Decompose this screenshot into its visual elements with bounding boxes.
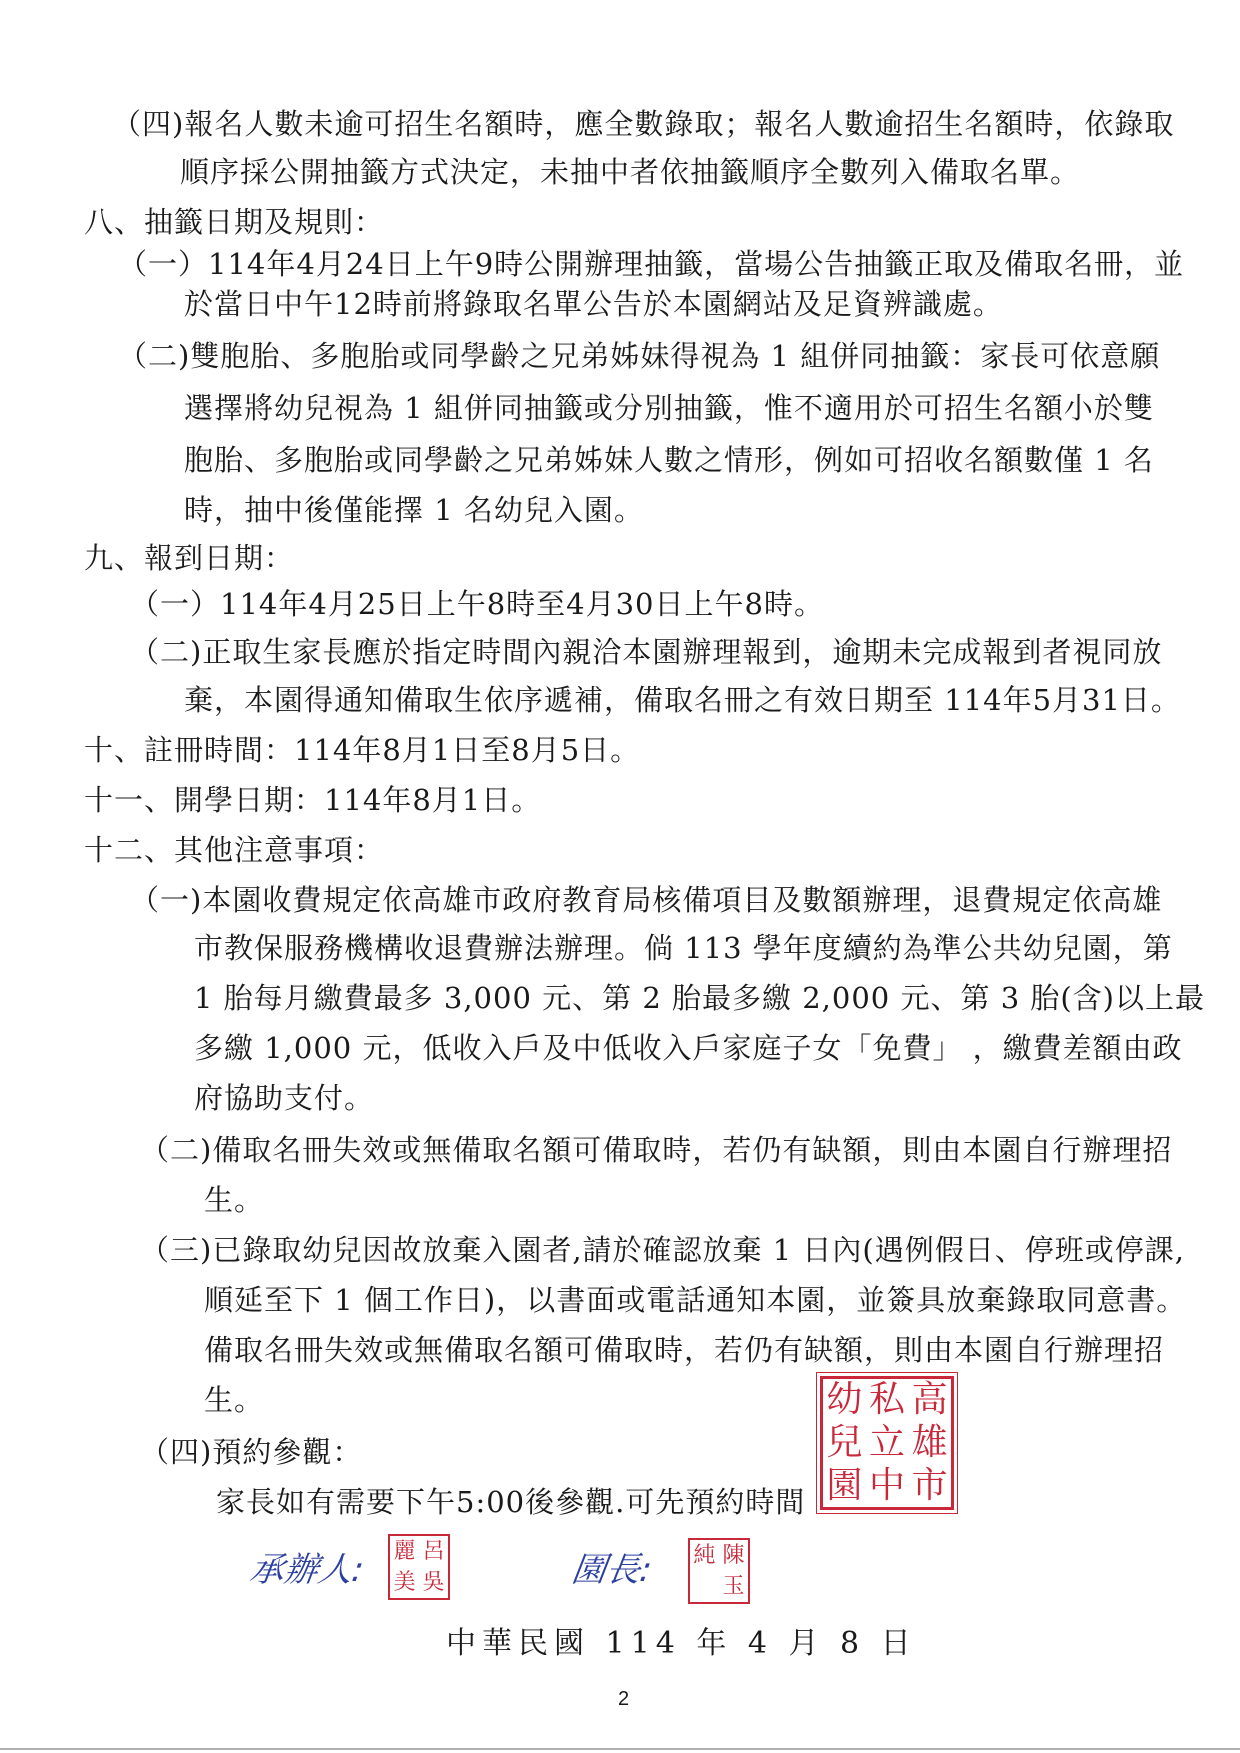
section-12-item-2-line-2: 生。 xyxy=(204,1183,265,1217)
section-12-item-3-line-4: 生。 xyxy=(204,1383,265,1417)
director-signature: 園長: xyxy=(569,1550,655,1590)
section-12-item-1-line-4: 多繳 1,000 元，低收入戶及中低收入戶家庭子女「免費」 ，繳費差額由政 xyxy=(194,1031,1183,1065)
section-12-item-2-line-1: （二)備取名冊失效或無備取名額可備取時，若仍有缺額，則由本園自行辦理招 xyxy=(140,1133,1173,1167)
school-seal: 高 雄 市 私 立 中 幼 兒 園 xyxy=(820,1376,954,1510)
director-seal: 陳 玉 純 xyxy=(688,1538,750,1604)
item-4-line-2: 順序採公開抽籤方式決定，未抽中者依抽籤順序全數列入備取名單。 xyxy=(180,155,1081,189)
section-12-item-1-line-5: 府協助支付。 xyxy=(194,1081,375,1115)
section-8-item-2-line-2: 選擇將幼兒視為 1 組併同抽籤或分別抽籤，惟不適用於可招生名額小於雙 xyxy=(184,391,1154,425)
section-9-item-1: （一）114年4月25日上午8時至4月30日上午8時。 xyxy=(130,587,824,621)
section-11: 十一、開學日期：114年8月1日。 xyxy=(84,783,542,817)
section-9-item-2-line-2: 棄，本園得通知備取生依序遞補，備取名冊之有效日期至 114年5月31日。 xyxy=(184,683,1181,717)
section-12-item-1-line-1: （一)本園收費規定依高雄市政府教育局核備項目及數額辦理，退費規定依高雄 xyxy=(130,883,1163,917)
section-12-item-4-text: 家長如有需要下午5:00後參觀.可先預約時間 xyxy=(216,1485,806,1519)
section-9-heading: 九、報到日期： xyxy=(84,541,295,575)
section-8-item-1-line-2: 於當日中午12時前將錄取名單公告於本園網站及足資辨識處。 xyxy=(184,287,1003,321)
organizer-seal: 呂 吳 麗 美 xyxy=(388,1534,450,1600)
section-8-item-2-line-3: 胞胎、多胞胎或同學齡之兄弟姊妹人數之情形，例如可招收名額數僅 1 名 xyxy=(184,443,1154,477)
document-date: 中華民國 114 年 4 月 8 日 xyxy=(446,1626,917,1661)
section-8-item-2-line-4: 時，抽中後僅能擇 1 名幼兒入園。 xyxy=(184,493,644,527)
page-number: 2 xyxy=(618,1688,630,1710)
section-12-item-4-heading: （四)預約參觀： xyxy=(140,1435,363,1469)
organizer-signature: 承辦人: xyxy=(247,1550,367,1590)
section-12-heading: 十二、其他注意事項： xyxy=(84,833,385,867)
section-12-item-1-line-3: 1 胎每月繳費最多 3,000 元、第 2 胎最多繳 2,000 元、第 3 胎(含)以上最 xyxy=(194,981,1205,1015)
section-10: 十、註冊時間：114年8月1日至8月5日。 xyxy=(84,733,641,767)
scan-edge-line xyxy=(0,1748,1240,1750)
item-4-line-1: （四)報名人數未逾可招生名額時，應全數錄取；報名人數逾招生名額時，依錄取 xyxy=(112,107,1175,141)
section-12-item-1-line-2: 市教保服務機構收退費辦法辦理。倘 113 學年度續約為準公共幼兒園，第 xyxy=(194,931,1173,965)
section-9-item-2-line-1: （二)正取生家長應於指定時間內親洽本園辦理報到，逾期未完成報到者視同放 xyxy=(130,635,1163,669)
section-8-heading: 八、抽籤日期及規則： xyxy=(84,205,385,239)
section-12-item-3-line-1: （三)已錄取幼兒因故放棄入園者,請於確認放棄 1 日內(遇例假日、停班或停課, xyxy=(140,1233,1185,1267)
section-8-item-2-line-1: （二)雙胞胎、多胞胎或同學齡之兄弟姊妹得視為 1 組併同抽籤：家長可依意願 xyxy=(118,339,1161,373)
section-12-item-3-line-2: 順延至下 1 個工作日)，以書面或電話通知本園，並簽具放棄錄取同意書。 xyxy=(204,1283,1187,1317)
section-8-item-1-line-1: （一）114年4月24日上午9時公開辦理抽籤，當場公告抽籤正取及備取名冊，並 xyxy=(118,247,1185,281)
section-12-item-3-line-3: 備取名冊失效或無備取名額可備取時，若仍有缺額，則由本園自行辦理招 xyxy=(204,1333,1165,1367)
